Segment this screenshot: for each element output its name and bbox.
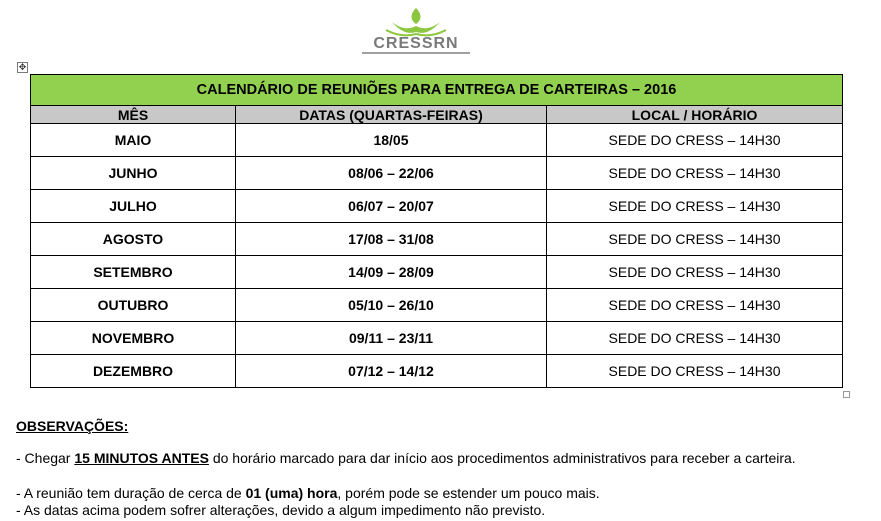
cell-month: JULHO: [31, 190, 236, 223]
header-dates: DATAS (QUARTAS-FEIRAS): [236, 106, 547, 124]
observation-item-1: [16, 450, 826, 467]
table-resize-handle[interactable]: [843, 391, 850, 398]
cell-dates: 09/11 – 23/11: [236, 322, 547, 355]
cell-month: DEZEMBRO: [31, 355, 236, 388]
obs2-highlight: 01 (uma) hora: [245, 485, 338, 501]
cell-local: SEDE DO CRESS – 14H30: [547, 256, 843, 289]
cell-dates: 18/05: [236, 124, 547, 157]
cress-logo: [356, 6, 476, 56]
table-row: [31, 124, 843, 157]
obs2-post: , porém pode se estender um pouco mais.: [337, 485, 600, 501]
table-row: [31, 190, 843, 223]
table-header-row: [31, 106, 843, 124]
cell-month: JUNHO: [31, 157, 236, 190]
cell-month: SETEMBRO: [31, 256, 236, 289]
cell-local: SEDE DO CRESS – 14H30: [547, 322, 843, 355]
cell-month: AGOSTO: [31, 223, 236, 256]
table-row: [31, 223, 843, 256]
logo-tagline-line: [362, 52, 470, 54]
cell-dates: 05/10 – 26/10: [236, 289, 547, 322]
cell-dates: 08/06 – 22/06: [236, 157, 547, 190]
cell-month: NOVEMBRO: [31, 322, 236, 355]
logo-emblem-icon: [356, 6, 476, 38]
header-month: MÊS: [31, 106, 236, 124]
table-row: [31, 355, 843, 388]
header-local: LOCAL / HORÁRIO: [547, 106, 843, 124]
cell-month: MAIO: [31, 124, 236, 157]
cell-local: SEDE DO CRESS – 14H30: [547, 223, 843, 256]
cell-local: SEDE DO CRESS – 14H30: [547, 355, 843, 388]
cell-dates: 06/07 – 20/07: [236, 190, 547, 223]
obs1-highlight: 15 MINUTOS ANTES: [74, 450, 209, 466]
obs1-pre: - Chegar: [16, 450, 75, 466]
table-row: [31, 157, 843, 190]
obs1-post: do horário marcado para dar início aos procedimentos administrativos para receber a carteira.: [208, 450, 796, 466]
cell-dates: 14/09 – 28/09: [236, 256, 547, 289]
table-row: [31, 322, 843, 355]
obs2-pre: - A reunião tem duração de cerca de: [16, 485, 246, 501]
observations-title: OBSERVAÇÕES:: [16, 418, 129, 434]
calendar-table: [30, 74, 843, 388]
table-row: [31, 256, 843, 289]
cell-local: SEDE DO CRESS – 14H30: [547, 289, 843, 322]
table-title-row: [31, 75, 843, 106]
cell-local: SEDE DO CRESS – 14H30: [547, 190, 843, 223]
observation-item-3: - As datas acima podem sofrer alterações, devido a algum impedimento não previsto.: [16, 502, 546, 518]
table-move-handle-icon[interactable]: ✥: [18, 62, 27, 72]
logo-text: CRESSRN: [373, 35, 459, 52]
table-title: CALENDÁRIO DE REUNIÕES PARA ENTREGA DE CARTEIRAS – 2016: [31, 75, 843, 106]
cell-local: SEDE DO CRESS – 14H30: [547, 124, 843, 157]
cell-local: SEDE DO CRESS – 14H30: [547, 157, 843, 190]
observation-item-2: [16, 485, 826, 502]
table-row: [31, 289, 843, 322]
cell-dates: 17/08 – 31/08: [236, 223, 547, 256]
cell-dates: 07/12 – 14/12: [236, 355, 547, 388]
cell-month: OUTUBRO: [31, 289, 236, 322]
